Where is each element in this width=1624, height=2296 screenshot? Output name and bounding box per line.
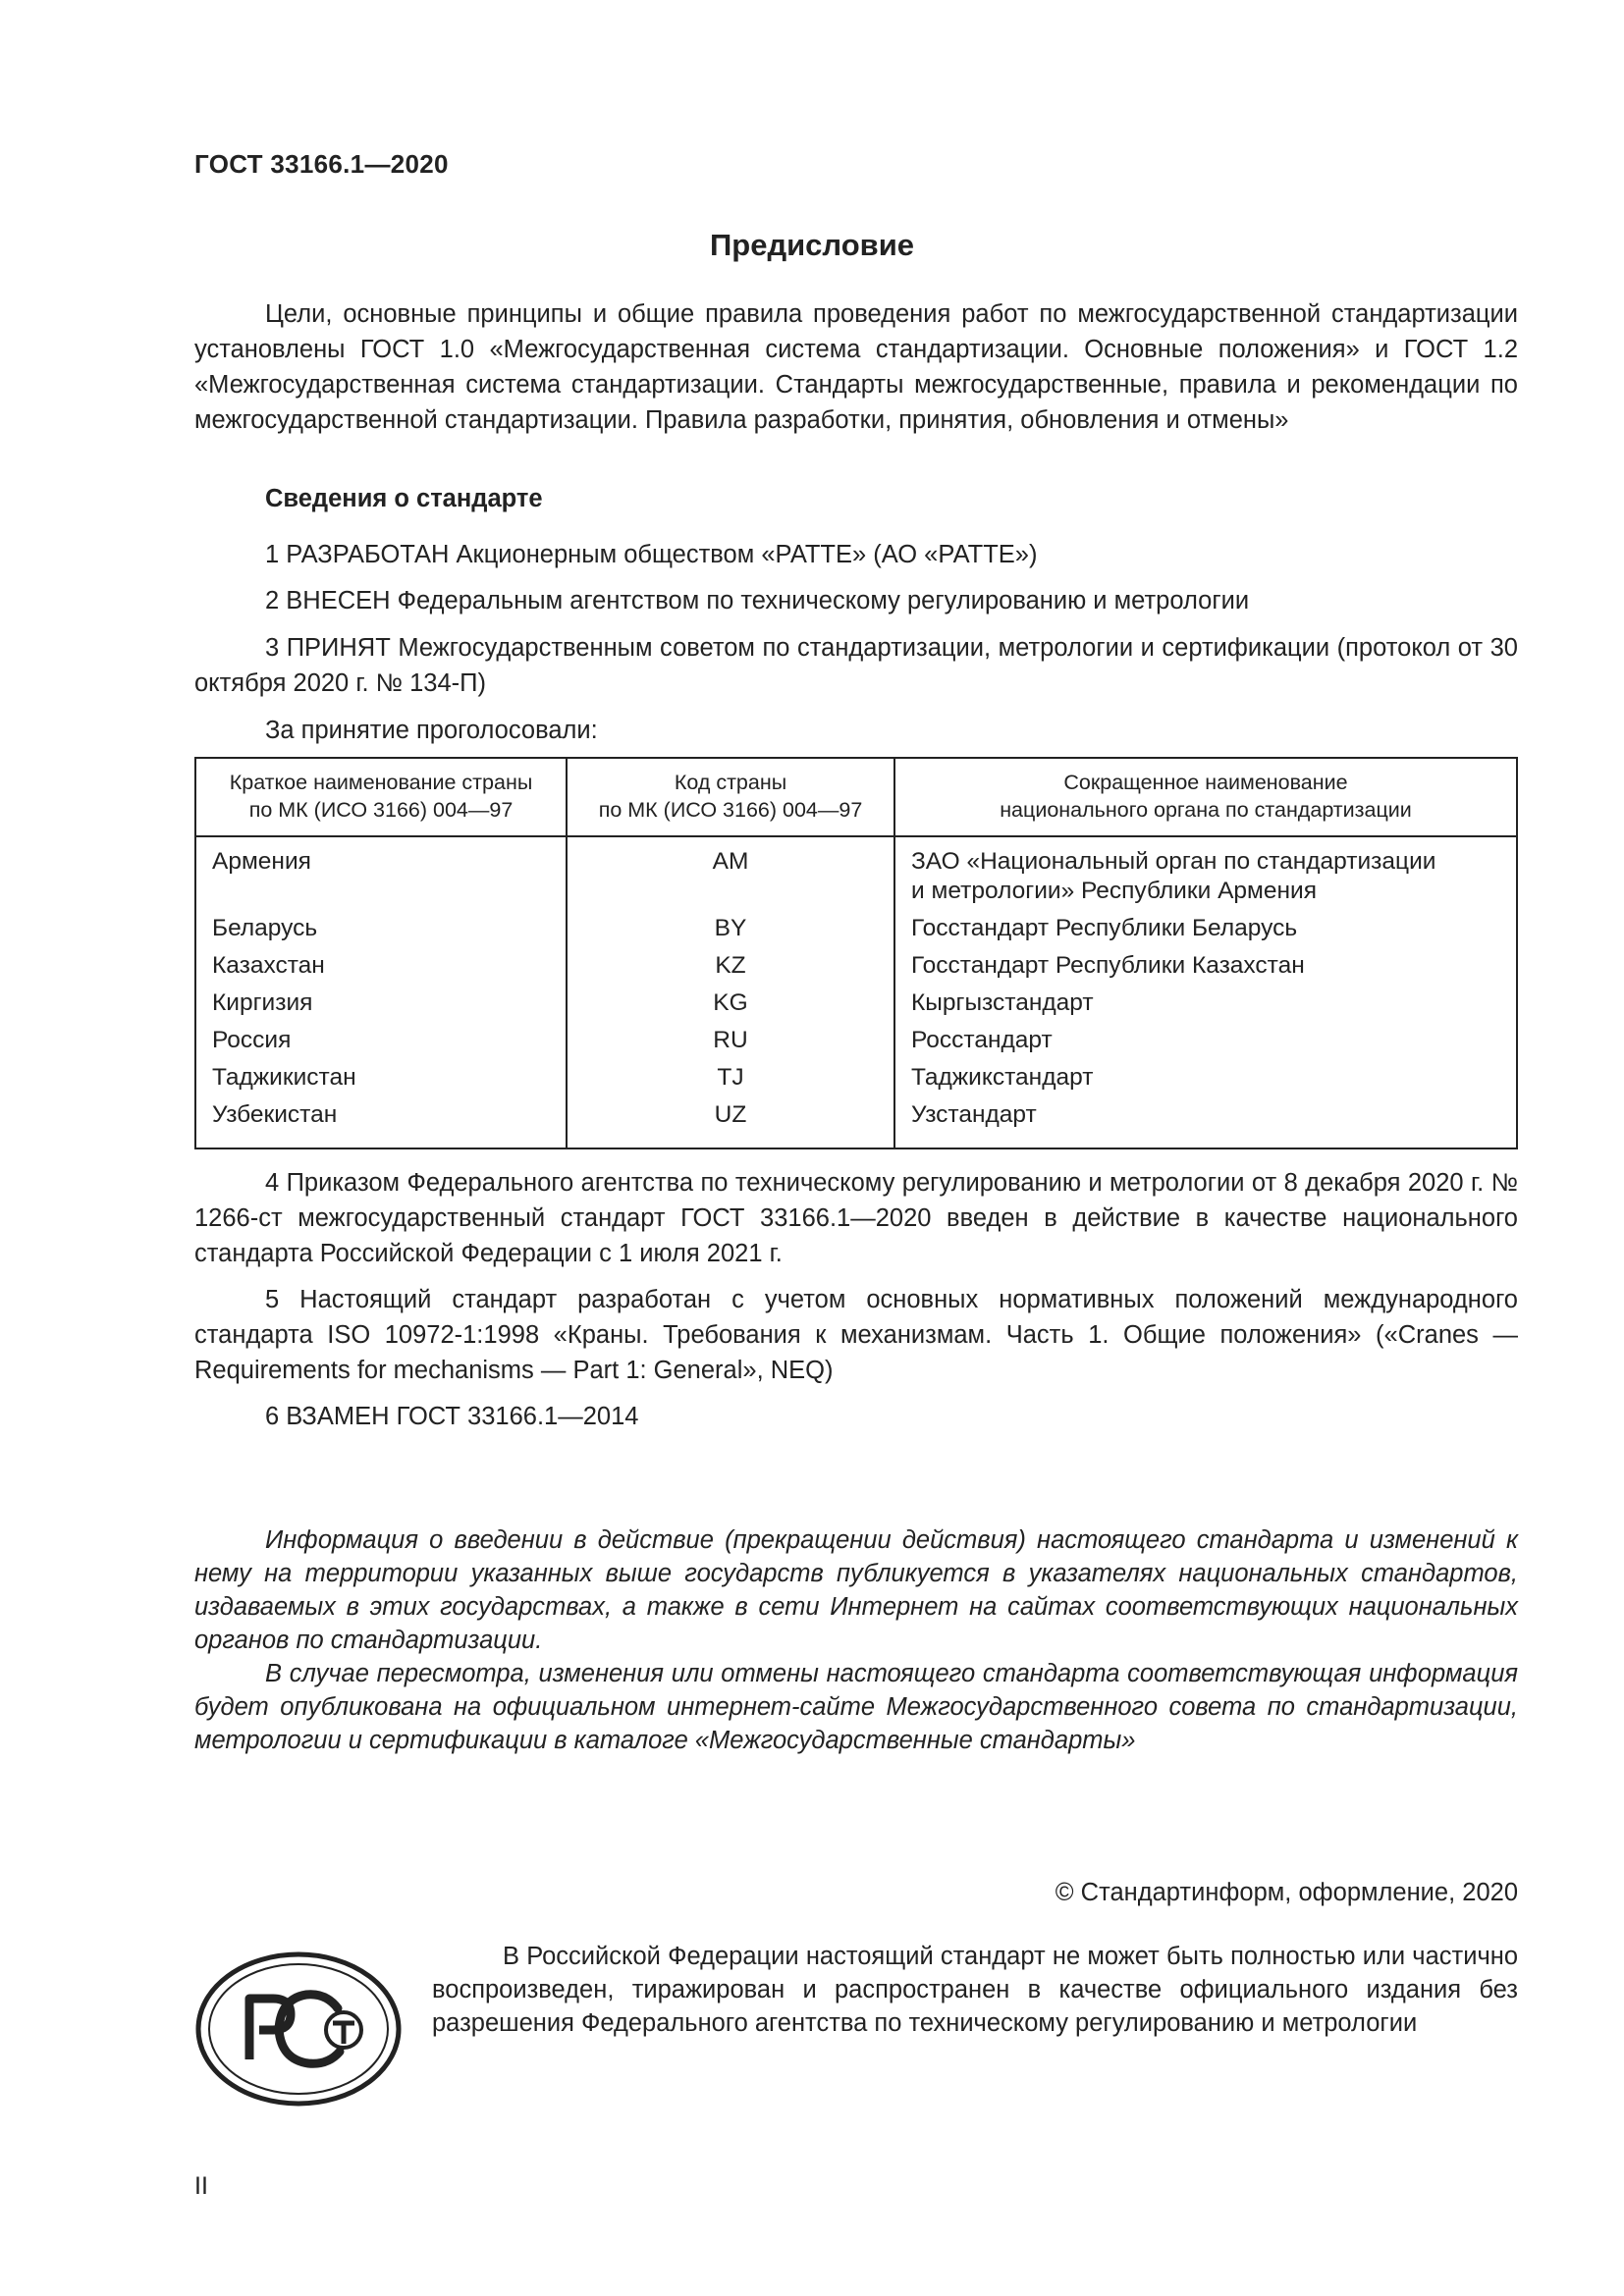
cell-code: RU: [567, 1026, 894, 1063]
info-paragraph-1: Информация о введении в действие (прекращении действия) настоящего стандарта и изменений к нему на территории указанных выше государств публикуется в указателях национальных стандартов, издаваемых в этих государствах, а также в сети Интернет на сайтах соответствующих национальных органов по стандартизации.: [194, 1526, 1518, 1654]
item-based-on: 5 Настоящий стандарт разработан с учетом основных нормативных положений международного стандарта ISO 10972-1:1998 «Краны. Требования к механизмам. Часть 1. Общие положения» («Cranes — Requirements for mechanisms — Part 1: General», NEQ): [194, 1286, 1518, 1384]
cell-code: BY: [567, 914, 894, 951]
table-row: [195, 988, 1517, 1026]
item-enacted: 4 Приказом Федерального агентства по техническому регулированию и метрологии от 8 декабря 2020 г. № 1266-ст межгосударственный стандарт ГОСТ 33166.1—2020 введен в действие в качестве национального стандарта Российской Федерации с 1 июля 2021 г.: [194, 1169, 1518, 1267]
cell-org: ЗАО «Национальный орган по стандартизации и метрологии» Республики Армения: [894, 836, 1517, 914]
rst-certification-logo-icon: [194, 1949, 403, 2109]
table-row: [195, 1026, 1517, 1063]
cell-code: TJ: [567, 1063, 894, 1100]
info-block: [194, 1523, 1518, 1757]
intro-paragraph: Цели, основные принципы и общие правила проведения работ по межгосударственной стандартизации установлены ГОСТ 1.0 «Межгосударственная система стандартизации. Основные положения» и ГОСТ 1.2 «Межгосударственная система стандартизации. Стандарты межгосударственные, правила и рекомендации по межгосударственной стандартизации. Правила разработки, принятия, обновления и отмены»: [194, 300, 1518, 434]
page-number: II: [194, 2172, 208, 2200]
cell-org: Узстандарт: [894, 1100, 1517, 1148]
copyright-line: © Стандартинформ, оформление, 2020: [1055, 1879, 1518, 1906]
cell-country: Армения: [195, 836, 567, 914]
voting-table: [194, 757, 1518, 1149]
header-org: Сокращенное наименование национального органа по стандартизации: [894, 758, 1517, 836]
page-title: Предисловие: [709, 228, 914, 262]
cell-code: AM: [567, 836, 894, 914]
cell-country: Киргизия: [195, 988, 567, 1026]
cell-country: Беларусь: [195, 914, 567, 951]
cell-country: Узбекистан: [195, 1100, 567, 1148]
cell-code: UZ: [567, 1100, 894, 1148]
standard-info-section: [194, 481, 1518, 516]
cell-code: KZ: [567, 951, 894, 988]
cell-code: KG: [567, 988, 894, 1026]
cell-org: Госстандарт Республики Казахстан: [894, 951, 1517, 988]
table-row: [195, 914, 1517, 951]
table-header-row: [195, 758, 1517, 836]
cell-country: Россия: [195, 1026, 567, 1063]
intro-section: [194, 296, 1518, 438]
header-code: Код страны по МК (ИСО 3166) 004—97: [567, 758, 894, 836]
cell-org: Кыргызстандарт: [894, 988, 1517, 1026]
cell-country: Казахстан: [195, 951, 567, 988]
table-row: [195, 951, 1517, 988]
copyright-notice: [432, 1940, 1518, 2040]
item-adopted: 3 ПРИНЯТ Межгосударственным советом по стандартизации, метрологии и сертификации (протокол от 30 октября 2020 г. № 134-П): [194, 634, 1518, 697]
table-row: [195, 836, 1517, 914]
notice-text: В Российской Федерации настоящий стандарт не может быть полностью или частично воспроизведен, тиражирован и распространен в качестве официального издания без разрешения Федерального агентства по техническому регулированию и метрологии: [432, 1943, 1518, 2037]
section-title: Сведения о стандарте: [265, 485, 543, 512]
cell-org: Госстандарт Республики Беларусь: [894, 914, 1517, 951]
item-developed: 1 РАЗРАБОТАН Акционерным обществом «РАТТЕ» (АО «РАТТЕ»): [265, 541, 1038, 568]
item-replaces: 6 ВЗАМЕН ГОСТ 33166.1—2014: [265, 1403, 639, 1430]
header-country: Краткое наименование страны по МК (ИСО 3166) 004—97: [195, 758, 567, 836]
table-row: [195, 1100, 1517, 1148]
vote-label: За принятие проголосовали:: [265, 717, 598, 744]
cell-org: Росстандарт: [894, 1026, 1517, 1063]
info-paragraph-2: В случае пересмотра, изменения или отмены настоящего стандарта соответствующая информация будет опубликована на официальном интернет-сайте Межгосударственного совета по стандартизации, метрологии и сертификации в каталоге «Межгосударственные стандарты»: [194, 1660, 1518, 1754]
document-header: ГОСТ 33166.1—2020: [194, 149, 449, 179]
table-row: [195, 1063, 1517, 1100]
item-submitted: 2 ВНЕСЕН Федеральным агентством по техническому регулированию и метрологии: [265, 587, 1250, 614]
cell-org: Таджикстандарт: [894, 1063, 1517, 1100]
cell-country: Таджикистан: [195, 1063, 567, 1100]
